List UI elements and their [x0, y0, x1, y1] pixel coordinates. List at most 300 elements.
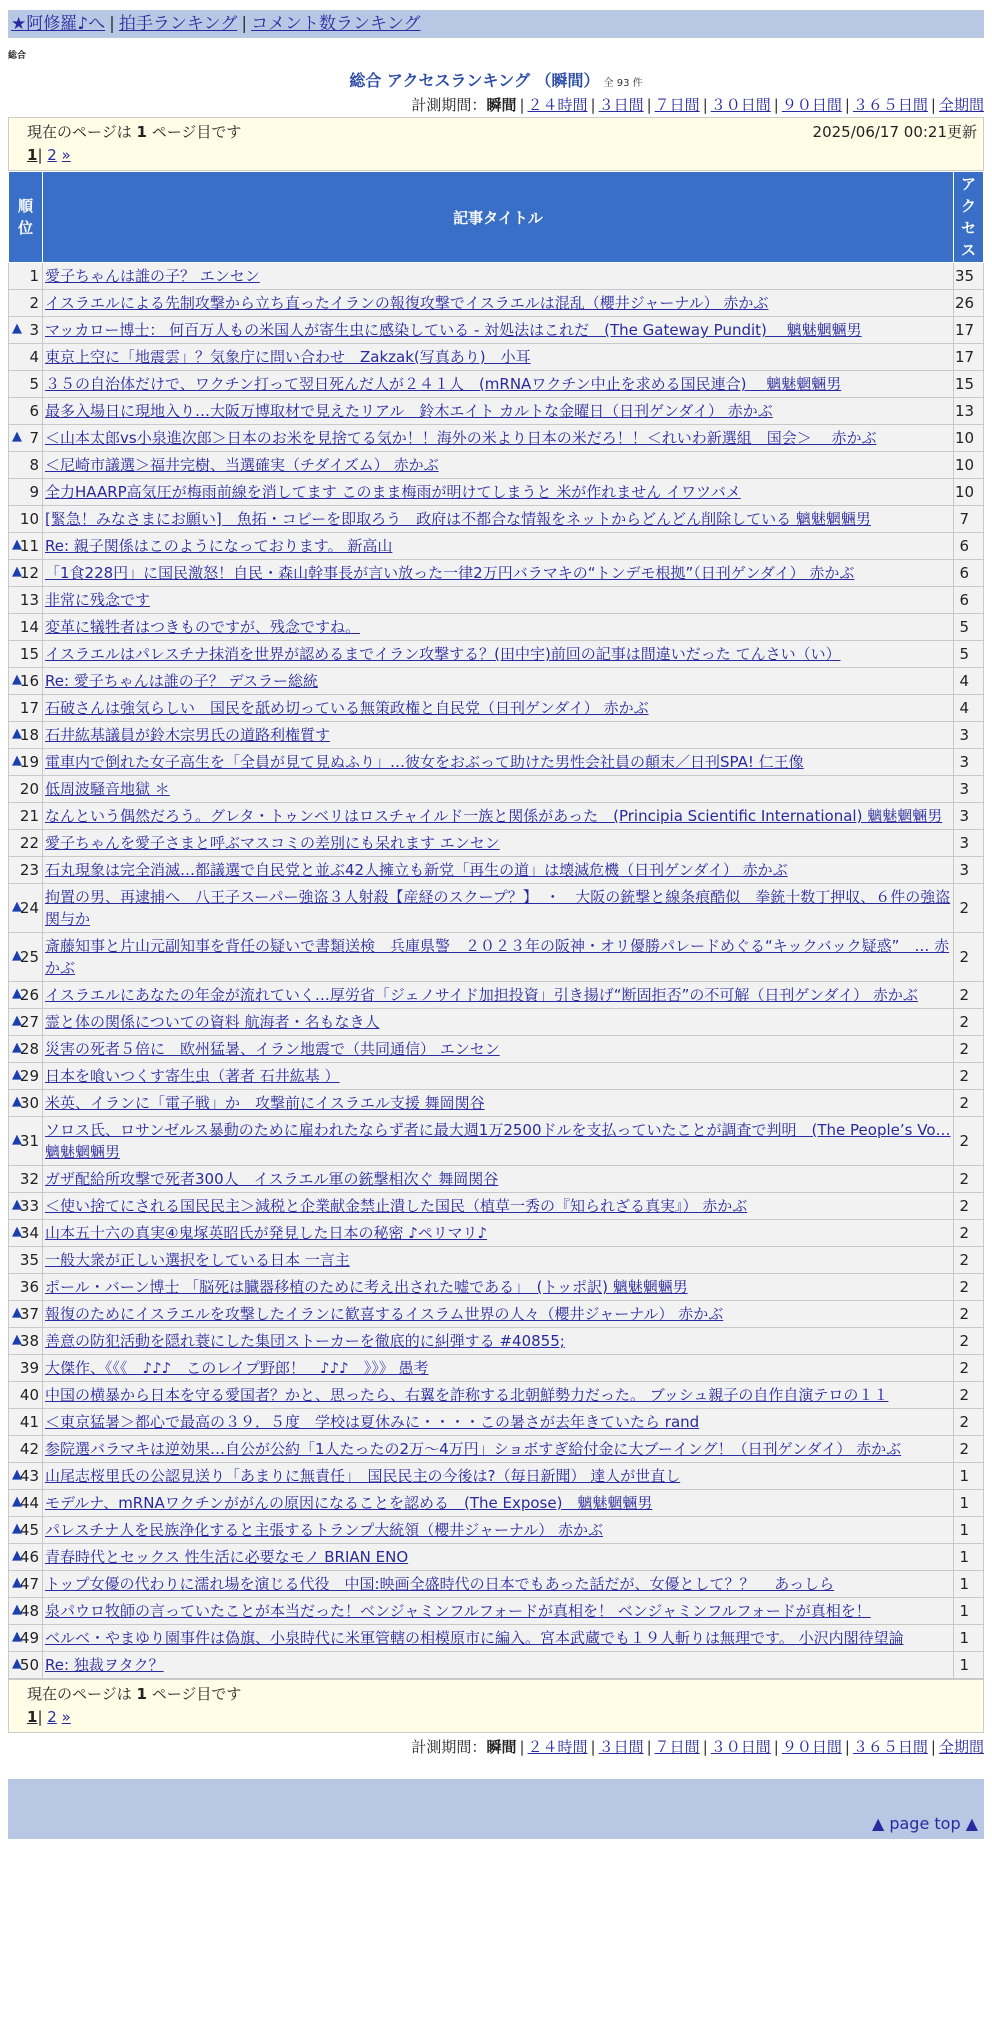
- article-link[interactable]: Re: 親子関係はこのようになっております。 新高山: [45, 537, 393, 555]
- title-cell: [43, 344, 954, 371]
- period-separator: |: [646, 1738, 652, 1756]
- title-header: 記事タイトル: [43, 172, 954, 263]
- period-separator: |: [930, 96, 936, 114]
- title-cell: [43, 1166, 954, 1193]
- next-page-link[interactable]: »: [61, 1708, 71, 1726]
- article-link[interactable]: 拘置の男、再逮捕へ 八王子スーパー強盗３人射殺【産経のスクープ？】 ・ 大阪の銃撃と線条痕酷似 拳銃十数丁押収、６件の強盗関与か: [45, 888, 951, 928]
- rank-number: 21: [19, 807, 39, 825]
- title-cell: [43, 1063, 954, 1090]
- table-row: [9, 749, 984, 776]
- article-link[interactable]: ３５の自治体だけで、ワクチン打って翌日死んだ人が２４１人 (mRNAワクチン中止を求める国民連合) 魑魅魍魎男: [45, 375, 842, 393]
- rank-cell: [9, 884, 43, 933]
- article-link[interactable]: ポール・バーン博士 「脳死は臓器移植のために考え出された嘘である」 (トッポ訳) 魑魅魍魎男: [45, 1278, 688, 1296]
- article-link[interactable]: パレスチナ人を民族浄化すると主張するトランプ大統領（櫻井ジャーナル） 赤かぶ: [45, 1521, 603, 1539]
- access-count: 15: [954, 371, 984, 398]
- rank-cell: [9, 1117, 43, 1166]
- rank-cell: [9, 290, 43, 317]
- table-row: [9, 1247, 984, 1274]
- article-link[interactable]: ソロス氏、ロサンゼルス暴動のために雇われたならず者に最大週1万2500ドルを支払っていたことが調査で判明 (The People’s Vo… 魑魅魍魎男: [45, 1121, 951, 1161]
- rank-up-icon: ▲: [12, 321, 22, 336]
- access-count: 2: [954, 1301, 984, 1328]
- page-1-current: 1: [27, 146, 38, 164]
- rank-cell: [9, 263, 43, 290]
- title-cell: [43, 560, 954, 587]
- rank-up-icon: ▲: [12, 537, 22, 552]
- rank-number: 29: [19, 1067, 39, 1085]
- article-link[interactable]: ガザ配給所攻撃で死者300人 イスラエル軍の銃撃相次ぐ 舞岡関谷: [45, 1170, 499, 1188]
- title-cell: [43, 1090, 954, 1117]
- next-page-link[interactable]: »: [61, 146, 71, 164]
- article-link[interactable]: 非常に残念です: [45, 591, 151, 609]
- article-link[interactable]: [緊急！みなさまにお願い] 魚拓・コピーを即取ろう 政府は不都合な情報をネットからどんどん削除している 魑魅魍魎男: [45, 510, 871, 528]
- access-count: 2: [954, 1247, 984, 1274]
- article-link[interactable]: 石井紘基議員が鈴木宗男氏の道路利権質す: [45, 726, 331, 744]
- access-count: 2: [954, 1063, 984, 1090]
- table-row: [9, 1274, 984, 1301]
- home-link[interactable]: ★阿修羅♪へ: [11, 14, 106, 34]
- table-row: [9, 1063, 984, 1090]
- rank-up-icon: ▲: [12, 726, 22, 741]
- rank-number: 26: [19, 986, 39, 1004]
- article-link[interactable]: 報復のためにイスラエルを攻撃したイランに歓喜するイスラム世界の人々（櫻井ジャーナル） 赤かぶ: [45, 1305, 724, 1323]
- period-separator: |: [773, 96, 779, 114]
- access-count: 6: [954, 587, 984, 614]
- table-row: [9, 857, 984, 884]
- table-row: [9, 1009, 984, 1036]
- article-link[interactable]: イスラエルによる先制攻撃から立ち直ったイランの報復攻撃でイスラエルは混乱（櫻井ジャーナル） 赤かぶ: [45, 294, 769, 312]
- access-count: 2: [954, 1274, 984, 1301]
- article-link[interactable]: Re: 独裁ヲタク？: [45, 1656, 164, 1674]
- article-link[interactable]: 一般大衆が正しい選択をしている日本 一言主: [45, 1251, 350, 1269]
- rank-number: 11: [19, 537, 39, 555]
- title-cell: [43, 1117, 954, 1166]
- access-count: 17: [954, 317, 984, 344]
- top-nav-bar: [8, 10, 984, 38]
- article-link[interactable]: 全力HAARP高気圧が梅雨前線を消してます このまま梅雨が明けてしまうと 米が作れません イワツバメ: [45, 483, 741, 501]
- nav-separator: |: [241, 14, 248, 34]
- page-2-link[interactable]: 2: [47, 146, 57, 164]
- article-link[interactable]: モデルナ、mRNAワクチンががんの原因になることを認める (The Expose) 魑魅魍魎男: [45, 1494, 653, 1512]
- article-link[interactable]: 最多入場日に現地入り…大阪万博取材で見えたリアル 鈴木エイト カルトな金曜日（日刊ゲンダイ） 赤かぶ: [45, 402, 773, 420]
- rank-number: 12: [19, 564, 39, 582]
- table-row: [9, 344, 984, 371]
- period-separator: |: [519, 96, 525, 114]
- clap-ranking-link[interactable]: 拍手ランキング: [118, 14, 238, 34]
- rank-number: 44: [19, 1494, 39, 1512]
- period-3d-link[interactable]: ３日間: [598, 1738, 644, 1756]
- rank-up-icon: ▲: [12, 1548, 22, 1563]
- article-link[interactable]: 東京上空に「地震雲」？気象庁に問い合わせ Zakzak(写真あり) 小耳: [45, 348, 531, 366]
- access-count: 3: [954, 749, 984, 776]
- title-cell: [43, 1355, 954, 1382]
- access-count: 2: [954, 1166, 984, 1193]
- period-90d-link[interactable]: ９０日間: [781, 96, 842, 114]
- title-cell: [43, 290, 954, 317]
- access-count: 3: [954, 776, 984, 803]
- ranking-table: [8, 171, 984, 1679]
- rank-cell: [9, 1220, 43, 1247]
- title-cell: [43, 722, 954, 749]
- title-cell: [43, 1544, 954, 1571]
- article-link[interactable]: 低周波騒音地獄 ＊: [45, 780, 170, 798]
- rank-number: 9: [29, 483, 39, 501]
- access-count: 1: [954, 1625, 984, 1652]
- title-cell: [43, 317, 954, 344]
- rank-cell: [9, 830, 43, 857]
- rank-cell: [9, 1247, 43, 1274]
- access-count: 17: [954, 344, 984, 371]
- rank-number: 42: [19, 1440, 39, 1458]
- table-row: [9, 614, 984, 641]
- rank-cell: [9, 533, 43, 560]
- rank-number: 31: [19, 1132, 39, 1150]
- table-row: [9, 1193, 984, 1220]
- period-365d-link[interactable]: ３６５日間: [852, 96, 928, 114]
- access-count: 3: [954, 722, 984, 749]
- access-count: 10: [954, 452, 984, 479]
- title-cell: [43, 425, 954, 452]
- rank-cell: [9, 776, 43, 803]
- rank-up-icon: ▲: [12, 1467, 22, 1482]
- table-row: [9, 317, 984, 344]
- table-row: [9, 1301, 984, 1328]
- rank-up-icon: ▲: [12, 429, 22, 444]
- rank-number: 20: [19, 780, 39, 798]
- table-row: [9, 884, 984, 933]
- period-all-link[interactable]: 全期間: [938, 1738, 984, 1756]
- period-7d-link[interactable]: ７日間: [654, 96, 700, 114]
- table-row: [9, 452, 984, 479]
- title-cell: [43, 479, 954, 506]
- title-cell: [43, 1517, 954, 1544]
- access-count: 2: [954, 1220, 984, 1247]
- rank-number: 8: [29, 456, 39, 474]
- article-link[interactable]: ＜東京猛暑＞都心で最高の３９．５度 学校は夏休みに・・・・この暑さが去年きていたら rand: [45, 1413, 700, 1431]
- period-24h-link[interactable]: ２４時間: [527, 1738, 588, 1756]
- rank-cell: [9, 1063, 43, 1090]
- table-row: [9, 1220, 984, 1247]
- rank-up-icon: ▲: [12, 1602, 22, 1617]
- title-cell: [43, 1652, 954, 1679]
- article-link[interactable]: 「1食228円」に国民激怒！自民・森山幹事長が言い放った一律2万円バラマキの“トンデモ根拠”（日刊ゲンダイ） 赤かぶ: [45, 564, 855, 582]
- title-cell: [43, 695, 954, 722]
- category-label: 総合: [8, 51, 27, 61]
- comment-ranking-link[interactable]: コメント数ランキング: [251, 14, 421, 34]
- article-link[interactable]: マッカロー博士： 何百万人もの米国人が寄生虫に感染している - 対処法はこれだ (The Gateway Pundit) 魑魅魍魎男: [45, 321, 862, 339]
- nav-separator: |: [109, 14, 115, 34]
- rank-cell: [9, 668, 43, 695]
- rank-number: 30: [19, 1094, 39, 1112]
- table-row: [9, 695, 984, 722]
- rank-cell: [9, 560, 43, 587]
- title-cell: [43, 1571, 954, 1598]
- rank-cell: [9, 1274, 43, 1301]
- rank-cell: [9, 857, 43, 884]
- period-3d-link[interactable]: ３日間: [598, 96, 644, 114]
- page-top-link[interactable]: ▲ page top ▲: [871, 1814, 978, 1833]
- rank-cell: [9, 1571, 43, 1598]
- title-cell: [43, 398, 954, 425]
- title-cell: [43, 1409, 954, 1436]
- rank-cell: [9, 722, 43, 749]
- table-row: [9, 1409, 984, 1436]
- page-separator: |: [37, 1708, 43, 1726]
- article-link[interactable]: 愛子ちゃんを愛子さまと呼ぶマスコミの差別にも呆れます エンセン: [45, 834, 500, 852]
- rank-number: 6: [29, 402, 39, 420]
- rank-up-icon: ▲: [12, 899, 22, 914]
- table-row: [9, 1355, 984, 1382]
- article-link[interactable]: 変革に犠牲者はつきものですが、残念ですね。: [45, 618, 361, 636]
- rank-cell: [9, 587, 43, 614]
- rank-up-icon: ▲: [12, 1521, 22, 1536]
- rank-number: 34: [19, 1224, 39, 1242]
- article-link[interactable]: Re: 愛子ちゃんは誰の子？ デスラー総統: [45, 672, 318, 690]
- period-label: 計測期間：: [411, 96, 487, 114]
- access-count: 26: [954, 290, 984, 317]
- rank-cell: [9, 1463, 43, 1490]
- article-link[interactable]: 米英、イランに「電子戦」か 攻撃前にイスラエル支援 舞岡関谷: [45, 1094, 485, 1112]
- rank-cell: [9, 452, 43, 479]
- table-row: [9, 776, 984, 803]
- period-separator: |: [844, 1738, 850, 1756]
- rank-number: 35: [19, 1251, 39, 1269]
- rank-up-icon: ▲: [12, 1332, 22, 1347]
- access-count: 6: [954, 533, 984, 560]
- ranking-title: [0, 68, 992, 91]
- title-cell: [43, 749, 954, 776]
- access-count: 1: [954, 1652, 984, 1679]
- rank-number: 7: [29, 429, 39, 447]
- updated-timestamp: 2025/06/17 00:21更新: [812, 123, 977, 141]
- rank-number: 36: [19, 1278, 39, 1296]
- access-count: 5: [954, 641, 984, 668]
- period-selector-bottom: [8, 1735, 984, 1759]
- table-row: [9, 1652, 984, 1679]
- rank-up-icon: ▲: [12, 1094, 22, 1109]
- access-count: 4: [954, 695, 984, 722]
- title-cell: [43, 641, 954, 668]
- title-cell: [43, 1009, 954, 1036]
- table-row: [9, 506, 984, 533]
- rank-number: 24: [19, 899, 39, 917]
- table-row: [9, 1517, 984, 1544]
- rank-number: 32: [19, 1170, 39, 1188]
- rank-up-icon: ▲: [12, 1494, 22, 1509]
- article-link[interactable]: トップ女優の代わりに濡れ場を演じる代役 中国:映画全盛時代の日本でもあった話だが、女優として？？ あっしら: [45, 1575, 835, 1593]
- rank-number: 43: [19, 1467, 39, 1485]
- article-link[interactable]: イスラエルはパレスチナ抹消を世界が認めるまでイラン攻撃する？(田中宇)前回の記事は間違いだった てんさい（い）: [45, 645, 841, 663]
- rank-cell: [9, 344, 43, 371]
- article-link[interactable]: 霊と体の関係についての資料 航海者・名もなき人: [45, 1013, 380, 1031]
- article-link[interactable]: 大傑作、《《《 ♪♪♪ このレイプ野郎！ ♪♪♪ 》》》 愚考: [45, 1359, 429, 1377]
- article-link[interactable]: ＜使い捨てにされる国民民主＞減税と企業献金禁止潰した国民（植草一秀の『知られざる真実』） 赤かぶ: [45, 1197, 748, 1215]
- article-link[interactable]: ＜尼崎市議選＞福井完樹、当選確実（チダイズム） 赤かぶ: [45, 456, 439, 474]
- period-90d-link[interactable]: ９０日間: [781, 1738, 842, 1756]
- rank-number: 40: [19, 1386, 39, 1404]
- rank-cell: [9, 317, 43, 344]
- period-24h-link[interactable]: ２４時間: [527, 96, 588, 114]
- access-count: 2: [954, 1193, 984, 1220]
- rank-number: 46: [19, 1548, 39, 1566]
- article-link[interactable]: 山尾志桜里氏の公認見送り「あまりに無責任」 国民民主の今後は?（毎日新聞） 達人が世直し: [45, 1467, 681, 1485]
- title-cell: [43, 1036, 954, 1063]
- title-cell: [43, 668, 954, 695]
- article-link[interactable]: 青春時代とセックス 性生活に必要なモノ BRIAN ENO: [45, 1548, 409, 1566]
- period-all-link[interactable]: 全期間: [938, 96, 984, 114]
- table-row: [9, 1328, 984, 1355]
- rank-cell: [9, 695, 43, 722]
- rank-cell: [9, 1328, 43, 1355]
- rank-number: 49: [19, 1629, 39, 1647]
- footer-bar: [8, 1779, 984, 1839]
- title-cell: [43, 1220, 954, 1247]
- rank-up-icon: ▲: [12, 1656, 22, 1671]
- rank-cell: [9, 1625, 43, 1652]
- title-cell: [43, 982, 954, 1009]
- rank-number: 38: [19, 1332, 39, 1350]
- article-link[interactable]: 参院選バラマキは逆効果…自公が公約「1人たったの2万～4万円」ショボすぎ給付金に大ブーイング！（日刊ゲンダイ） 赤かぶ: [45, 1440, 902, 1458]
- table-row: [9, 290, 984, 317]
- rank-number: 48: [19, 1602, 39, 1620]
- article-link[interactable]: 善意の防犯活動を隠れ蓑にした集団ストーカーを徹底的に糾弾する #40855;: [45, 1332, 565, 1350]
- rank-cell: [9, 1436, 43, 1463]
- rank-number: 23: [19, 861, 39, 879]
- title-cell: [43, 1328, 954, 1355]
- rank-up-icon: ▲: [12, 1067, 22, 1082]
- rank-cell: [9, 641, 43, 668]
- table-row: [9, 668, 984, 695]
- article-link[interactable]: 電車内で倒れた女子高生を「全員が見て見ぬふり」…彼女をおぶって助けた男性会社員の顛末／日刊SPA! 仁王像: [45, 753, 804, 771]
- access-count: 10: [954, 425, 984, 452]
- rank-cell: [9, 506, 43, 533]
- rank-number: 17: [19, 699, 39, 717]
- rank-number: 25: [19, 948, 39, 966]
- access-count: 2: [954, 1409, 984, 1436]
- access-header: アクセス: [954, 172, 984, 263]
- period-current: 瞬間: [486, 1738, 517, 1756]
- period-separator: |: [702, 1738, 708, 1756]
- access-count: 1: [954, 1544, 984, 1571]
- period-separator: |: [930, 1738, 936, 1756]
- access-count: 2: [954, 1355, 984, 1382]
- title-cell: [43, 830, 954, 857]
- period-current: 瞬間: [486, 96, 517, 114]
- access-count: 2: [954, 1117, 984, 1166]
- rank-number: 45: [19, 1521, 39, 1539]
- rank-number: 37: [19, 1305, 39, 1323]
- page-separator: |: [37, 146, 43, 164]
- access-count: 13: [954, 398, 984, 425]
- table-row: [9, 933, 984, 982]
- period-365d-link[interactable]: ３６５日間: [852, 1738, 928, 1756]
- article-link[interactable]: 愛子ちゃんは誰の子？ エンセン: [45, 267, 260, 285]
- article-link[interactable]: 災害の死者５倍に 欧州猛暑、イラン地震で（共同通信） エンセン: [45, 1040, 500, 1058]
- table-row: [9, 641, 984, 668]
- period-30d-link[interactable]: ３０日間: [710, 96, 771, 114]
- table-row: [9, 479, 984, 506]
- period-7d-link[interactable]: ７日間: [654, 1738, 700, 1756]
- rank-cell: [9, 749, 43, 776]
- title-cell: [43, 1247, 954, 1274]
- rank-up-icon: ▲: [12, 986, 22, 1001]
- table-row: [9, 1571, 984, 1598]
- rank-cell: [9, 803, 43, 830]
- article-link[interactable]: イスラエルにあなたの年金が流れていく…厚労省「ジェノサイド加担投資」引き揚げ“断固拒否”の不可解（日刊ゲンダイ） 赤かぶ: [45, 986, 918, 1004]
- rank-cell: [9, 1409, 43, 1436]
- access-count: 3: [954, 857, 984, 884]
- pager-top: [8, 117, 984, 171]
- rank-up-icon: ▲: [12, 1197, 22, 1212]
- rank-up-icon: ▲: [12, 1040, 22, 1055]
- title-cell: [43, 1274, 954, 1301]
- rank-cell: [9, 1382, 43, 1409]
- title-cell: [43, 1490, 954, 1517]
- article-link[interactable]: 石丸現象は完全消滅…都議選で自民党と並ぶ42人擁立も新党「再生の道」は壊滅危機（日刊ゲンダイ） 赤かぶ: [45, 861, 788, 879]
- page-2-link[interactable]: 2: [47, 1708, 57, 1726]
- title-cell: [43, 587, 954, 614]
- title-cell: [43, 933, 954, 982]
- title-cell: [43, 506, 954, 533]
- rank-cell: [9, 1490, 43, 1517]
- title-cell: [43, 371, 954, 398]
- article-link[interactable]: ＜山本太郎vs小泉進次郎＞日本のお米を見捨てる気か！！海外の米より日本の米だろ！！＜れいわ新選組 国会＞ 赤かぶ: [45, 429, 877, 447]
- access-count: 2: [954, 884, 984, 933]
- access-count: 1: [954, 1598, 984, 1625]
- rank-up-icon: ▲: [12, 1224, 22, 1239]
- page-title: 総合 アクセスランキング （瞬間）: [349, 71, 600, 90]
- table-row: [9, 371, 984, 398]
- title-cell: [43, 1436, 954, 1463]
- rank-cell: [9, 1009, 43, 1036]
- access-count: 3: [954, 803, 984, 830]
- rank-cell: [9, 1166, 43, 1193]
- article-link[interactable]: 日本を喰いつくす寄生虫（著者 石井紘基 ）: [45, 1067, 340, 1085]
- rank-number: 14: [19, 618, 39, 636]
- rank-cell: [9, 933, 43, 982]
- rank-up-icon: ▲: [12, 1629, 22, 1644]
- period-separator: |: [519, 1738, 525, 1756]
- access-count: 2: [954, 933, 984, 982]
- rank-cell: [9, 1193, 43, 1220]
- access-count: 2: [954, 1009, 984, 1036]
- period-selector-top: [8, 93, 984, 117]
- rank-number: 50: [19, 1656, 39, 1674]
- article-link[interactable]: 斎藤知事と片山元副知事を背任の疑いで書類送検 兵庫県警 ２０２３年の阪神・オリ優勝パレードめぐる“キックバック疑惑” … 赤かぶ: [45, 937, 950, 977]
- current-page-text: 現在のページは 1 ページ目です: [27, 123, 242, 141]
- table-row: [9, 425, 984, 452]
- rank-cell: [9, 1517, 43, 1544]
- table-row: [9, 1166, 984, 1193]
- table-row: [9, 1544, 984, 1571]
- ranking-table-body: [9, 263, 984, 1679]
- period-30d-link[interactable]: ３０日間: [710, 1738, 771, 1756]
- article-link[interactable]: 泉パウロ牧師の言っていたことが本当だった！ベンジャミンフルフォードが真相を！ ベンジャミンフルフォードが真相を！: [45, 1602, 871, 1620]
- title-cell: [43, 1301, 954, 1328]
- rank-header: 順位: [9, 172, 43, 263]
- rank-cell: [9, 1090, 43, 1117]
- article-link[interactable]: 山本五十六の真実④鬼塚英昭氏が発見した日本の秘密 ♪ペリマリ♪: [45, 1224, 488, 1242]
- article-link[interactable]: 石破さんは強気らしい 国民を舐め切っている無策政権と自民党（日刊ゲンダイ） 赤かぶ: [45, 699, 649, 717]
- article-link[interactable]: 中国の横暴から日本を守る愛国者？かと、思ったら、右翼を詐称する北朝鮮勢力だった。 ブッシュ親子の自作自演テロの１１: [45, 1386, 889, 1404]
- article-link[interactable]: なんという偶然だろう。グレタ・トゥンベリはロスチャイルド一族と関係があった (Principia Scientific International) 魑魅魍魎男: [45, 807, 943, 825]
- period-label: 計測期間：: [411, 1738, 487, 1756]
- access-count: 2: [954, 1328, 984, 1355]
- access-count: 4: [954, 668, 984, 695]
- period-separator: |: [773, 1738, 779, 1756]
- article-link[interactable]: ベルベ・やまゆり園事件は偽旗、小泉時代に米軍管轄の相模原市に編入。宮本武蔵でも１９人斬りは無理です。 小沢内閣待望論: [45, 1629, 904, 1647]
- rank-number: 22: [19, 834, 39, 852]
- title-cell: [43, 263, 954, 290]
